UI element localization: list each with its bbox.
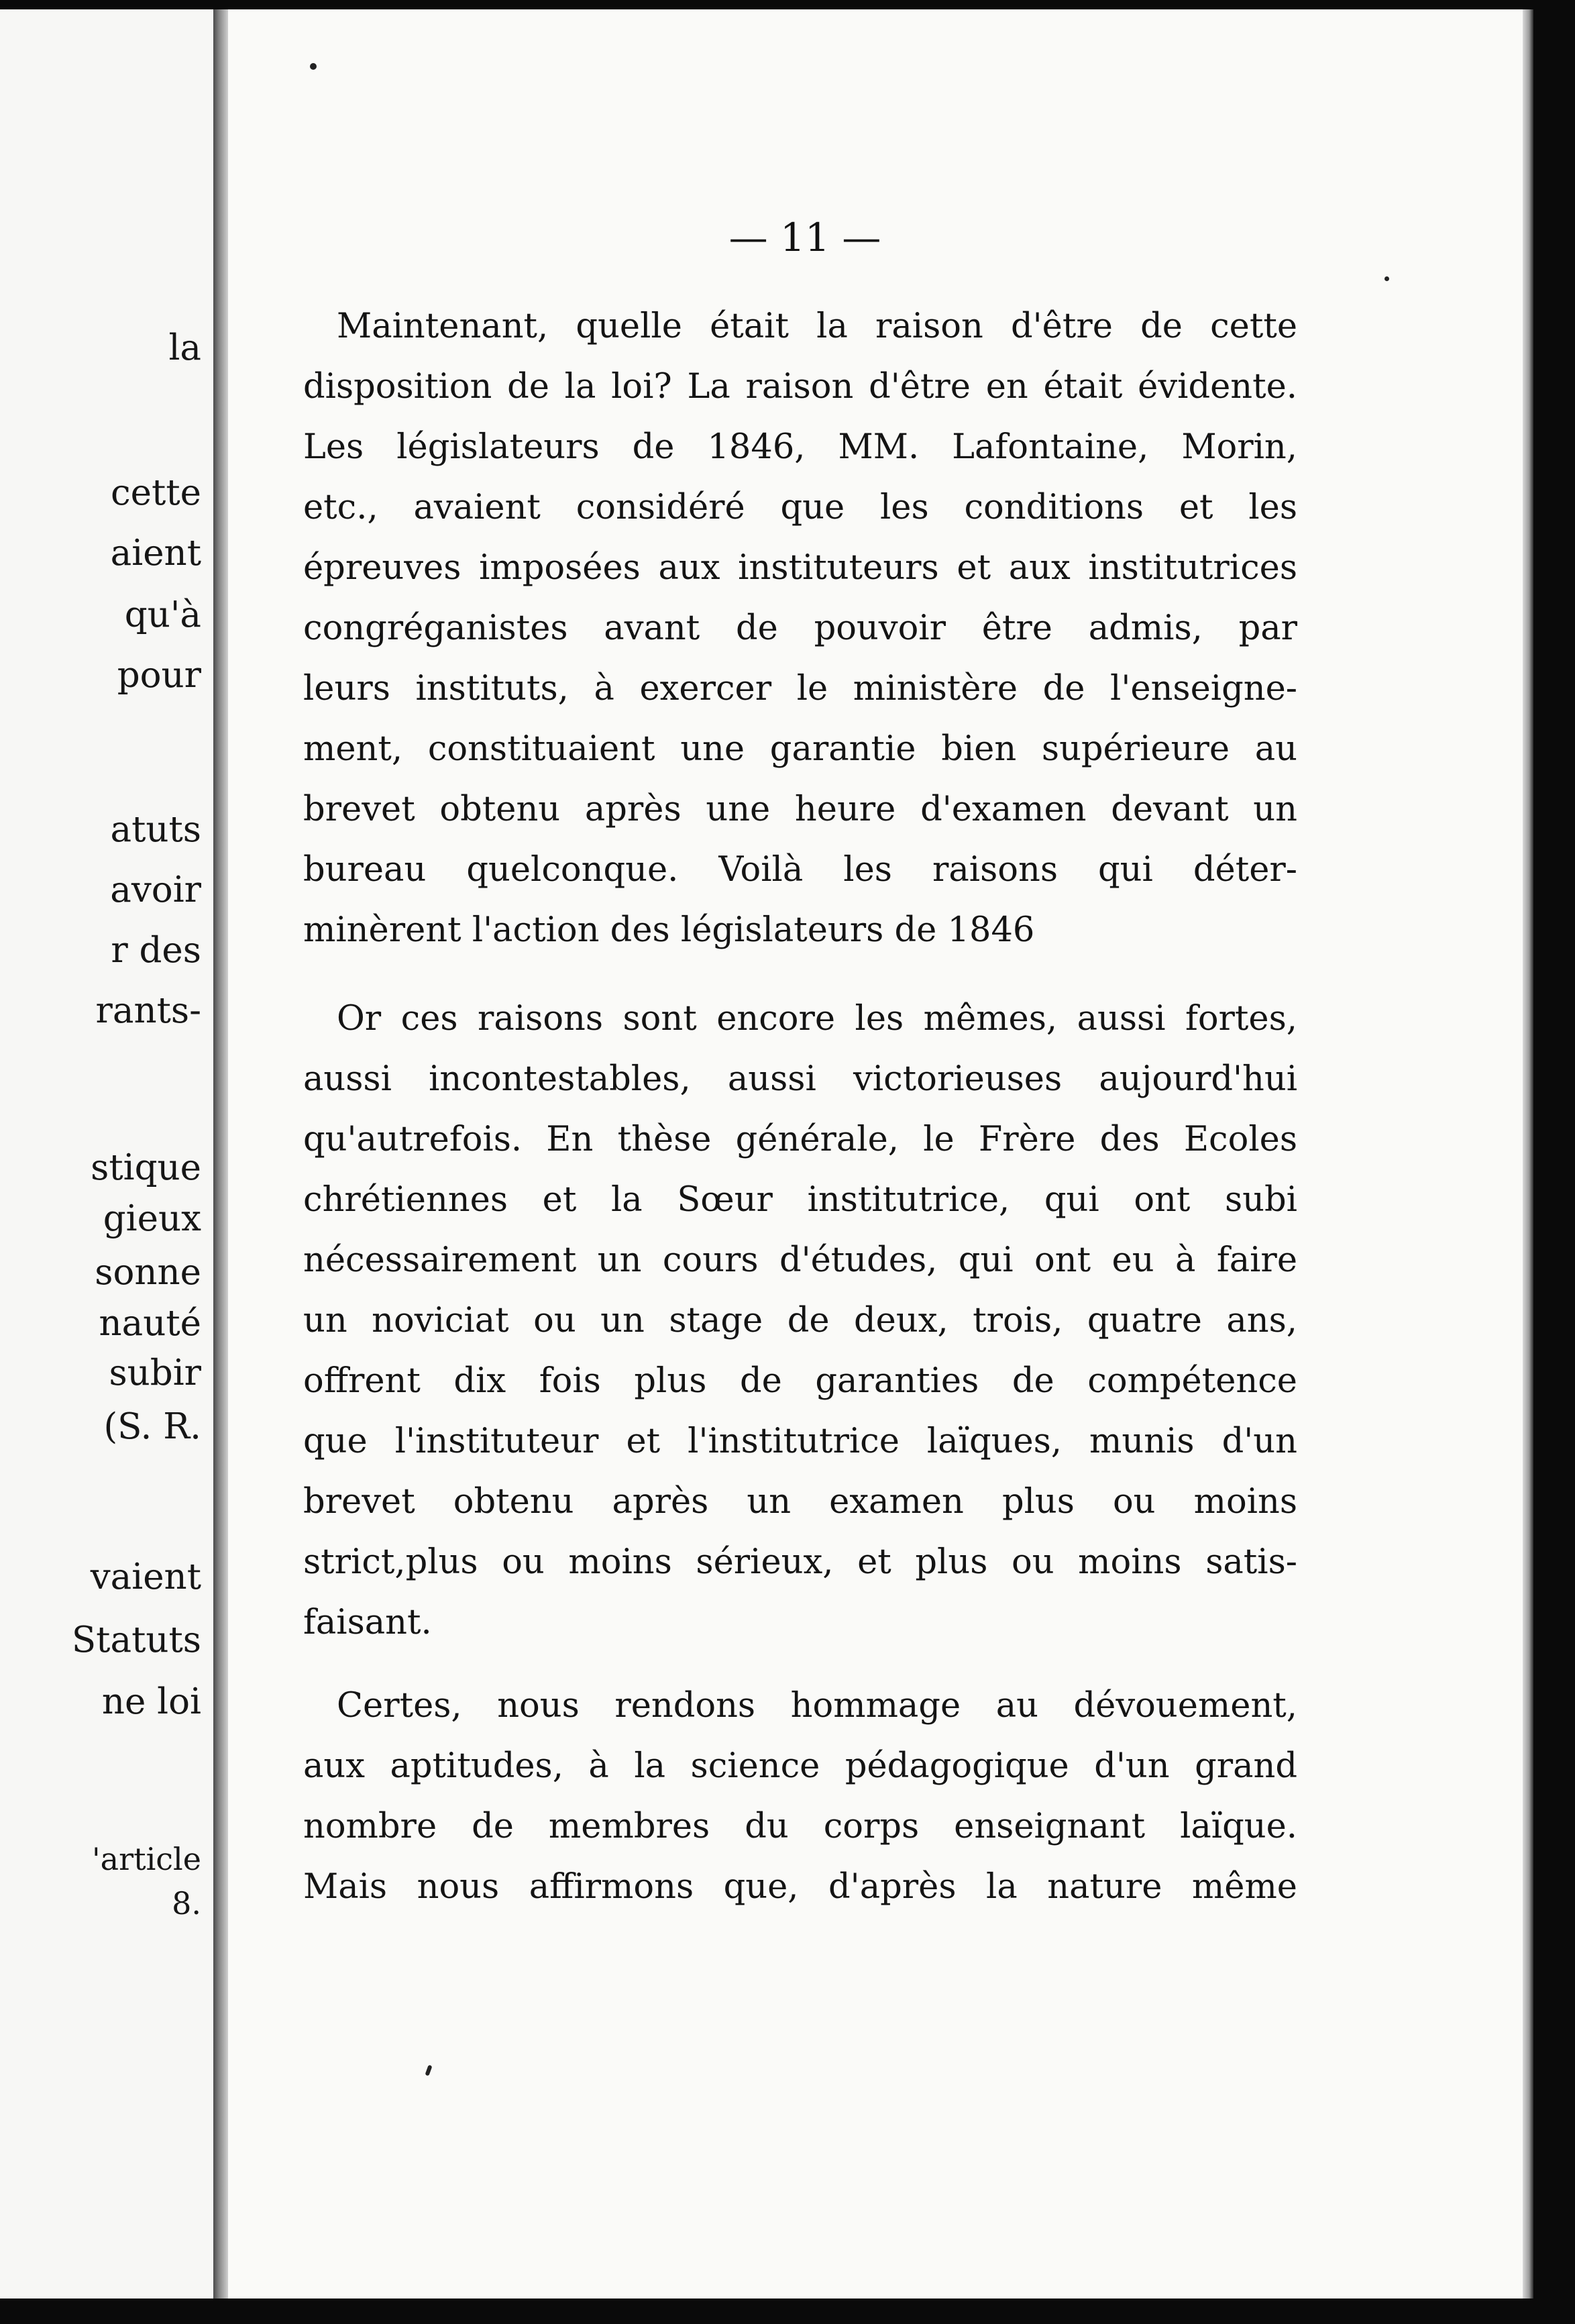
page-number: — 11 — [728,215,881,260]
facing-page-word: Statuts [71,1620,201,1660]
book-gutter [213,9,228,2299]
text-line: Maintenant, quelle était la raison d'être de cette [337,307,1297,346]
text-line: que l'instituteur et l'institutrice laïques, munis d'un [303,1422,1297,1461]
text-line: nombre de membres du corps enseignant laïque. [303,1807,1297,1846]
paragraph [303,297,1297,961]
text-line: nécessairement un cours d'études, qui ont eu à faire [303,1240,1297,1280]
facing-page-word: subir [109,1353,201,1393]
text-line: brevet obtenu après une heure d'examen devant un [303,790,1297,829]
facing-page-fragment [0,9,213,2299]
facing-page-word: pour [117,655,201,696]
text-line: chrétiennes et la Sœur institutrice, qui ont subi [303,1180,1297,1220]
facing-page-word: (S. R. [103,1406,201,1447]
text-line: Certes, nous rendons hommage au dévouement, [337,1686,1297,1726]
paragraph [303,1676,1297,1917]
page-edge-shadow [1523,9,1533,2299]
text-line: aux aptitudes, à la science pédagogique d'un grand [303,1746,1297,1786]
paragraph [303,989,1297,1653]
text-line: strict,plus ou moins sérieux, et plus ou moins satis- [303,1542,1297,1582]
facing-page-word: la [168,327,201,368]
facing-page-word: ne loi [101,1681,201,1722]
facing-page-word: 'article [92,1841,201,1877]
facing-page-word: r des [111,930,201,971]
text-line: minèrent l'action des législateurs de 1846 [303,910,1035,950]
text-line: congréganistes avant de pouvoir être admis, par [303,609,1297,648]
text-line: disposition de la loi? La raison d'être en était évidente. [303,367,1297,407]
facing-page-word: gieux [103,1198,201,1239]
text-line: brevet obtenu après un examen plus ou moins [303,1482,1297,1522]
text-line: offrent dix fois plus de garanties de compétence [303,1361,1297,1401]
text-line: épreuves imposées aux instituteurs et aux institutrices [303,548,1297,588]
facing-page-word: aient [110,533,201,574]
text-line: un noviciat ou un stage de deux, trois, quatre ans, [303,1301,1297,1340]
text-line: Les législateurs de 1846, MM. Lafontaine, Morin, [303,427,1297,467]
facing-page-word: rants- [95,990,201,1031]
text-line: bureau quelconque. Voilà les raisons qui déter- [303,850,1297,890]
text-line: Or ces raisons sont encore les mêmes, aussi fortes, [337,999,1297,1039]
facing-page-word: 8. [172,1885,201,1921]
facing-page-word: avoir [110,869,201,910]
facing-page-word: sonne [95,1252,201,1293]
facing-page-word: qu'à [124,594,201,635]
print-speck [1384,276,1389,281]
print-speck [310,63,317,70]
text-line: etc., avaient considéré que les conditions et les [303,488,1297,527]
text-line: aussi incontestables, aussi victorieuses aujourd'hui [303,1059,1297,1099]
facing-page-word: cette [110,472,201,513]
facing-page-word: nauté [99,1303,201,1344]
text-line: ment, constituaient une garantie bien supérieure au [303,729,1297,769]
facing-page-word: stique [91,1147,201,1188]
text-line: qu'autrefois. En thèse générale, le Frère des Ecoles [303,1120,1297,1159]
text-line: leurs instituts, à exercer le ministère de l'enseigne- [303,669,1297,708]
facing-page-word: vaient [90,1556,201,1597]
facing-page-word: atuts [110,809,201,850]
text-line: faisant. [303,1603,432,1642]
text-line: Mais nous affirmons que, d'après la nature même [303,1867,1297,1907]
